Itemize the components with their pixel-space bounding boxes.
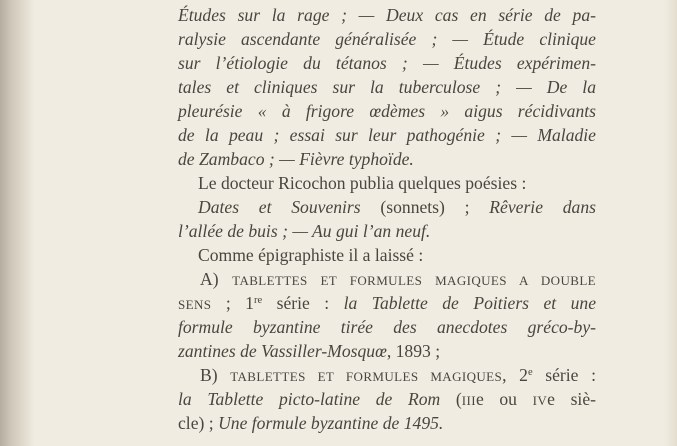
text-line: Le docteur Ricochon publia quelques poésies : [198,173,527,193]
text-line: pleurésie « à frigore œdèmes » aigus récidivants [178,101,596,121]
text-line: tales et cliniques sur la tuberculose ; — De la [178,77,596,97]
text-line: formule byzantine tirée des anecdotes gréco-by- [178,317,596,337]
text-line: SENS ; 1re série : la Tablette de Poitiers et une [178,293,597,313]
text-line: l’allée de buis ; — Au gui l’an neuf. [178,221,431,241]
book-gutter-shadow [0,0,34,446]
text-line: la Tablette picto-latine de Rom (IIIe ou IVe siè- [178,389,596,409]
page-edge-shadow [665,0,677,446]
text-line: zantines de Vassiller-Mosquœ, 1893 ; [178,341,441,361]
text-line: de la peau ; essai sur leur pathogénie ; — Maladie [178,125,596,145]
text-line: ralysie ascendante généralisée ; — Étude clinique [178,29,596,49]
text-line: cle) ; Une formule byzantine de 1495. [178,413,444,433]
text-line: A) TABLETTES ET FORMULES MAGIQUES A DOUBLE [200,269,596,289]
text-line: Études sur la rage ; — Deux cas en série de pa- [178,5,596,25]
text-line: sur l’étiologie du tétanos ; — Études expérimen- [178,53,596,73]
text-line: Dates et Souvenirs (sonnets) ; Rêverie dans [198,197,596,217]
text-line: de Zambaco ; — Fièvre typhoïde. [178,149,414,169]
text-line: Comme épigraphiste il a laissé : [198,245,424,265]
text-line: B) TABLETTES ET FORMULES MAGIQUES, 2e série : [200,365,596,385]
